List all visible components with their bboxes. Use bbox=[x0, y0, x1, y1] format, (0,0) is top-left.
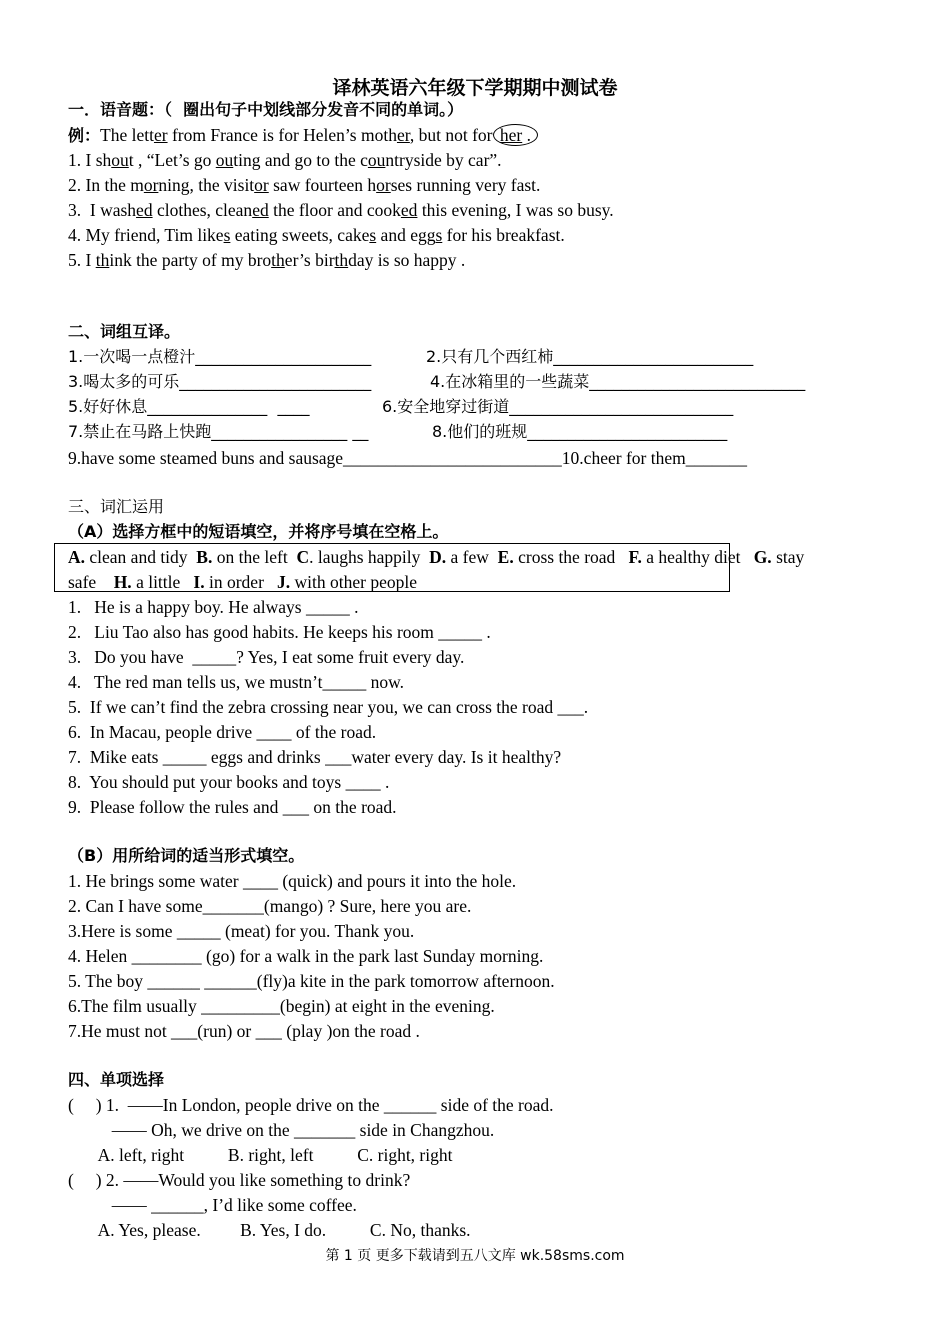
option-text: a few bbox=[446, 547, 498, 567]
section2-heading: 二、词组互译。 bbox=[68, 322, 181, 341]
choice-1-options: A. left, right B. right, left C. right, right bbox=[68, 1145, 453, 1165]
question-b-4: 4. Helen ________ (go) for a walk in the park last Sunday morning. bbox=[68, 946, 544, 966]
question-b-5: 5. The boy ______ ______(fly)a kite in the park tomorrow afternoon. bbox=[68, 971, 555, 991]
option-text: with other people bbox=[290, 572, 417, 592]
page-footer: 第 1 页 更多下载请到五八文库 wk.58sms.com bbox=[325, 1248, 625, 1264]
option-key: E. bbox=[497, 547, 514, 567]
text: day is so happy . bbox=[348, 250, 466, 270]
phonics-question-5 bbox=[68, 248, 465, 272]
option-key: I. bbox=[193, 572, 205, 592]
option-text: a healthy diet bbox=[641, 547, 754, 567]
choice-2-options: A. Yes, please. B. Yes, I do. C. No, thanks. bbox=[68, 1220, 471, 1240]
underlined-part: th bbox=[334, 250, 349, 270]
choice-2-question: ( ) 2. ——Would you like something to drink? bbox=[68, 1170, 411, 1190]
option-key: B. bbox=[196, 547, 213, 567]
text: ting and go to the c bbox=[233, 150, 368, 170]
option-key: F. bbox=[628, 547, 642, 567]
question-a-6: 6. In Macau, people drive ____ of the road. bbox=[68, 722, 377, 742]
text: from France is for Helen’s moth bbox=[167, 125, 397, 145]
question-a-3: 3. Do you have _____? Yes, I eat some fruit every day. bbox=[68, 647, 465, 667]
text: 2. In the m bbox=[68, 175, 144, 195]
option-text: clean and tidy bbox=[85, 547, 197, 567]
phonics-question-4 bbox=[68, 223, 565, 247]
underlined-part: s bbox=[369, 225, 377, 245]
text: ink the party of my bro bbox=[109, 250, 272, 270]
options-line-2 bbox=[68, 570, 417, 594]
question-b-7: 7.He must not ___(run) or ___ (play )on the road . bbox=[68, 1021, 420, 1041]
text: 4. My friend, Tim like bbox=[68, 225, 224, 245]
text: saw fourteen h bbox=[268, 175, 377, 195]
example-line bbox=[68, 123, 538, 148]
option-text: . laughs happily bbox=[309, 547, 430, 567]
section4-heading: 四、单项选择 bbox=[68, 1070, 165, 1089]
question-a-4: 4. The red man tells us, we mustn’t_____ now. bbox=[68, 672, 405, 692]
underlined-part: or bbox=[254, 175, 269, 195]
text: ning, the visit bbox=[158, 175, 255, 195]
option-text: a little bbox=[131, 572, 194, 592]
option-text: on the left bbox=[212, 547, 297, 567]
option-key: H. bbox=[113, 572, 132, 592]
underlined-part: ed bbox=[252, 200, 269, 220]
translation-3: 3.喝太多的可乐________________________ bbox=[68, 372, 372, 391]
section1-heading: 一．语音题：（ 圈出句子中划线部分发音不同的单词。） bbox=[68, 100, 464, 119]
translation-1: 1.一次喝一点橙汁______________________ bbox=[68, 347, 372, 366]
question-b-2: 2. Can I have some_______(mango) ? Sure, here you are. bbox=[68, 896, 472, 916]
section3a-heading: （A）选择方框中的短语填空，并将序号填在空格上。 bbox=[68, 522, 449, 541]
underlined-part: ou bbox=[215, 150, 234, 170]
page-title: 译林英语六年级下学期期中测试卷 bbox=[332, 77, 618, 99]
text: er’s bir bbox=[284, 250, 335, 270]
text: 1. I sh bbox=[68, 150, 112, 170]
options-line-1 bbox=[68, 545, 804, 569]
text: and egg bbox=[376, 225, 436, 245]
question-b-1: 1. He brings some water ____ (quick) and pours it into the hole. bbox=[68, 871, 517, 891]
underlined-part: her bbox=[499, 125, 523, 145]
question-a-9: 9. Please follow the rules and ___ on the road. bbox=[68, 797, 397, 817]
underlined-part: s bbox=[223, 225, 231, 245]
underlined-part: s bbox=[435, 225, 443, 245]
underlined-part: ed bbox=[136, 200, 153, 220]
section3b-heading: （B）用所给词的适当形式填空。 bbox=[68, 846, 305, 865]
option-key: J. bbox=[277, 572, 291, 592]
underlined-part: th bbox=[95, 250, 110, 270]
choice-2-reply: —— ______, I’d like some coffee. bbox=[68, 1195, 357, 1215]
question-b-6: 6.The film usually _________(begin) at eight in the evening. bbox=[68, 996, 495, 1016]
text: eating sweets, cake bbox=[230, 225, 370, 245]
text: for his breakfast. bbox=[442, 225, 565, 245]
underlined-part: or bbox=[376, 175, 391, 195]
translation-7: 7.禁止在马路上快跑_________________ __ bbox=[68, 422, 369, 441]
text: clothes, clean bbox=[152, 200, 253, 220]
text: . bbox=[522, 125, 531, 145]
underlined-part: ou bbox=[111, 150, 129, 170]
choice-1-reply: —— Oh, we drive on the _______ side in Changzhou. bbox=[68, 1120, 495, 1140]
translation-6: 6.安全地穿过街道____________________________ bbox=[382, 397, 734, 416]
option-key: C bbox=[296, 547, 310, 567]
question-b-3: 3.Here is some _____ (meat) for you. Thank you. bbox=[68, 921, 415, 941]
text: The lett bbox=[100, 125, 154, 145]
question-a-8: 8. You should put your books and toys ____ . bbox=[68, 772, 390, 792]
underlined-part: ou bbox=[367, 150, 386, 170]
example-label: 例： bbox=[68, 126, 101, 145]
translation-9-10: 9.have some steamed buns and sausage_________________________10.cheer for them_______ bbox=[68, 448, 747, 468]
section3-heading: 三、词汇运用 bbox=[68, 497, 165, 516]
circled-word bbox=[493, 124, 538, 146]
text: 5. I bbox=[68, 250, 96, 270]
text: , but not for bbox=[409, 125, 497, 145]
question-a-5: 5. If we can’t find the zebra crossing near you, we can cross the road ___. bbox=[68, 697, 589, 717]
text: this evening, I was so busy. bbox=[417, 200, 614, 220]
question-a-2: 2. Liu Tao also has good habits. He keeps his room _____ . bbox=[68, 622, 491, 642]
choice-1-question: ( ) 1. ——In London, people drive on the ______ side of the road. bbox=[68, 1095, 554, 1115]
question-a-1: 1. He is a happy boy. He always _____ . bbox=[68, 597, 359, 617]
question-a-7: 7. Mike eats _____ eggs and drinks ___water every day. Is it healthy? bbox=[68, 747, 562, 767]
phonics-question-3 bbox=[68, 198, 614, 222]
option-text: cross the road bbox=[513, 547, 629, 567]
option-key: A. bbox=[68, 547, 86, 567]
text: t , “Let’s go bbox=[128, 150, 216, 170]
option-key: D. bbox=[429, 547, 447, 567]
text: 3. I wash bbox=[68, 200, 137, 220]
underlined-part: er bbox=[153, 125, 168, 145]
option-text: stay bbox=[771, 547, 805, 567]
underlined-part: ed bbox=[400, 200, 418, 220]
translation-4: 4.在冰箱里的一些蔬菜___________________________ bbox=[430, 372, 806, 391]
text: ses running very fast. bbox=[390, 175, 541, 195]
text: the floor and cook bbox=[268, 200, 401, 220]
option-text: safe bbox=[68, 572, 114, 592]
translation-2: 2.只有几个西红柿_________________________ bbox=[426, 347, 754, 366]
underlined-part: th bbox=[271, 250, 285, 270]
option-key: G. bbox=[753, 547, 772, 567]
underlined-part: or bbox=[143, 175, 159, 195]
phonics-question-2 bbox=[68, 173, 540, 197]
text: ntryside by car”. bbox=[385, 150, 502, 170]
phonics-question-1 bbox=[68, 148, 502, 172]
translation-8: 8.他们的班规_________________________ bbox=[432, 422, 728, 441]
translation-5: 5.好好休息_______________ ____ bbox=[68, 397, 310, 416]
option-text: in order bbox=[204, 572, 278, 592]
underlined-part: er bbox=[396, 125, 410, 145]
